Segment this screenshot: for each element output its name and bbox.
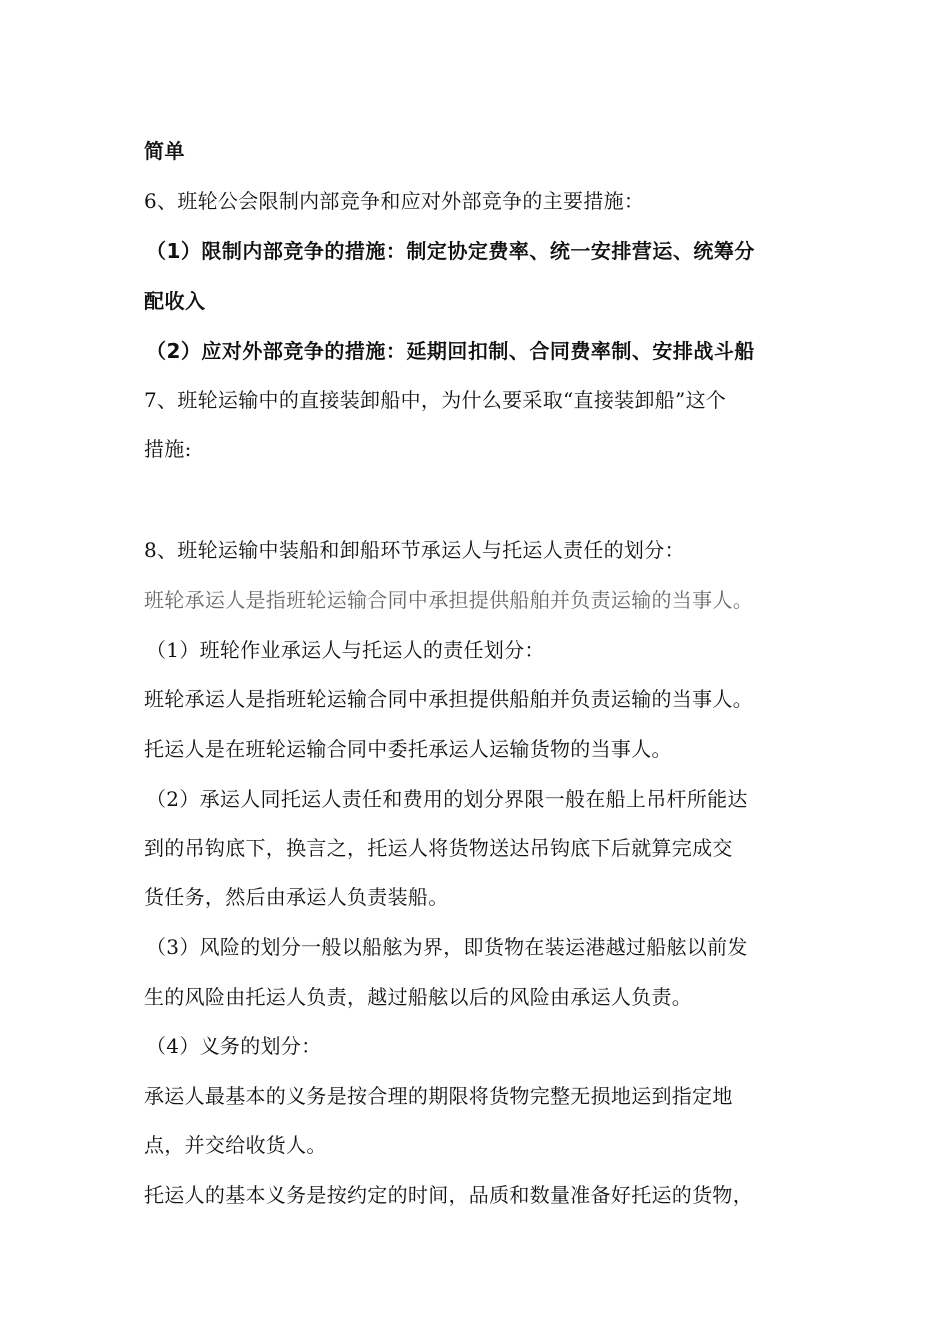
heading-simple: 简单 <box>144 139 185 163</box>
carrier-obligation-line2: 点，并交给收货人。 <box>144 1133 327 1157</box>
question-8: 8、班轮运输中装船和卸船环节承运人与托运人责任的划分： <box>144 538 685 562</box>
carrier-definition: 班轮承运人是指班轮运输合同中承担提供船舶并负责运输的当事人。 <box>144 687 753 711</box>
question-6: 6、班轮公会限制内部竞争和应对外部竞争的主要措施： <box>144 189 645 213</box>
carrier-obligation-line1: 承运人最基本的义务是按合理的期限将货物完整无损地运到指定地 <box>144 1084 733 1108</box>
carrier-definition-muted: 班轮承运人是指班轮运输合同中承担提供船舶并负责运输的当事人。 <box>144 588 753 612</box>
answer-6-2: （2）应对外部竞争的措施：延期回扣制、合同费率制、安排战斗船 <box>146 339 755 363</box>
answer-8-3-line1: （3）风险的划分一般以船舷为界，即货物在装运港越过船舷以前发 <box>146 935 748 959</box>
answer-8-1-heading: （1）班轮作业承运人与托运人的责任划分： <box>146 638 545 662</box>
answer-6-1-line1: （1）限制内部竞争的措施：制定协定费率、统一安排营运、统筹分 <box>146 239 755 263</box>
answer-8-2-line1: （2）承运人同托运人责任和费用的划分界限一般在船上吊杆所能达 <box>146 787 748 811</box>
question-7-line2: 措施: <box>144 437 192 461</box>
answer-8-3-line2: 生的风险由托运人负责，越过船舷以后的风险由承运人负责。 <box>144 985 693 1009</box>
question-7-line1: 7、班轮运输中的直接装卸船中，为什么要采取“直接装卸船”这个 <box>144 388 727 412</box>
answer-8-2-line3: 货任务，然后由承运人负责装船。 <box>144 885 449 909</box>
answer-8-2-line2: 到的吊钩底下，换言之，托运人将货物送达吊钩底下后就算完成交 <box>144 836 733 860</box>
shipper-definition: 托运人是在班轮运输合同中委托承运人运输货物的当事人。 <box>144 737 672 761</box>
answer-6-1-line2: 配收入 <box>144 289 206 313</box>
shipper-obligation-line1: 托运人的基本义务是按约定的时间，品质和数量准备好托运的货物， <box>144 1183 753 1207</box>
answer-8-4-heading: （4）义务的划分： <box>146 1034 322 1058</box>
